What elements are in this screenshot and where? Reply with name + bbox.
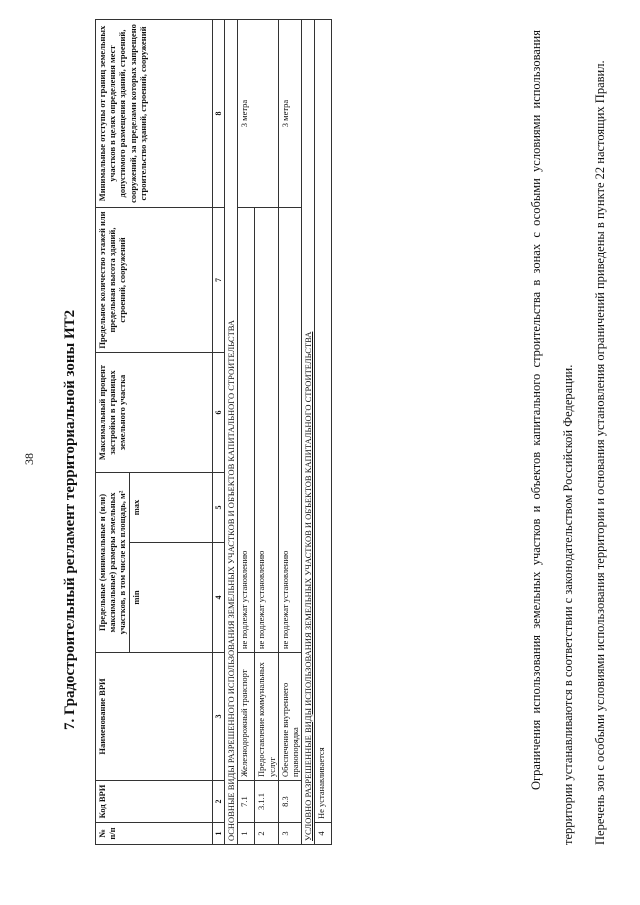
table-header-row <box>96 20 130 845</box>
row-setback: 3 метра <box>238 20 278 208</box>
col-number: 6 <box>212 353 225 473</box>
header-min: min <box>129 543 212 653</box>
section-row-main <box>225 20 238 845</box>
section-row-conditional <box>302 20 315 845</box>
header-percent: Максимальный процент застройки в границах земельного участка <box>96 353 213 473</box>
row-text: Не устанавливается <box>315 20 332 823</box>
header-max: max <box>129 473 212 543</box>
header-size-group: Предельные (минимальные и (или) максимальные) размеры земельных участков, в том числе их площадь, м² <box>96 473 130 653</box>
row-code: 7.1 <box>238 781 255 823</box>
row-name: Обеспечение внутреннего правопорядка <box>278 653 301 781</box>
header-floors: Предельное количество этажей или предельная высота зданий, строений, сооружений <box>96 208 213 353</box>
row-num: 1 <box>238 823 255 845</box>
col-number: 2 <box>212 781 225 823</box>
row-name: Железнодорожный транспорт <box>238 653 255 781</box>
header-num: № п/п <box>96 823 213 845</box>
header-name: Наименование ВРИ <box>96 653 213 781</box>
page-number: 38 <box>22 453 36 465</box>
col-number: 1 <box>212 823 225 845</box>
section-conditional-label: УСЛОВНО РАЗРЕШЕННЫЕ ВИДЫ ИСПОЛЬЗОВАНИЯ ЗЕМЕЛЬНЫХ УЧАСТКОВ И ОБЪЕКТОВ КАПИТАЛЬНОГО СТРОИТЕЛЬСТВА <box>302 20 315 845</box>
regulation-table <box>95 19 332 845</box>
row-size: не подлежат установлению <box>238 208 255 653</box>
header-setback: Минимальные отступы от границ земельных участков в целях определения мест допустимого размещения зданий, строений, сооружений, за пределами которых запрещено строительство зданий, строений, сооружений <box>96 20 213 208</box>
row-size: не подлежат установлению <box>278 208 301 653</box>
row-code: 3.1.1 <box>255 781 278 823</box>
col-number: 4 <box>212 543 225 653</box>
section-main-label: ОСНОВНЫЕ ВИДЫ РАЗРЕШЕННОГО ИСПОЛЬЗОВАНИЯ ЗЕМЕЛЬНЫХ УЧАСТКОВ И ОБЪЕКТОВ КАПИТАЛЬНОГО СТРОИТЕЛЬСТВА <box>225 20 238 845</box>
row-code: 8.3 <box>278 781 301 823</box>
table-row <box>238 20 255 845</box>
col-number: 7 <box>212 208 225 353</box>
row-num: 2 <box>255 823 278 845</box>
paragraph-restrictions: Ограничения использования земельных участков и объектов капитального строительства в зонах с особыми условиями использования территории устанавливаются в соответствии с законодательством Российской Федерации. <box>529 30 575 845</box>
row-num: 4 <box>315 823 332 845</box>
row-num: 3 <box>278 823 301 845</box>
paragraph-zone-list: Перечень зон с особыми условиями использования территории и основания установления ограничений приведены в пункте 22 настоящих Правил. <box>593 60 607 845</box>
col-number: 5 <box>212 473 225 543</box>
col-number: 3 <box>212 653 225 781</box>
row-size: не подлежат установлению <box>255 208 278 653</box>
row-setback: 3 метра <box>278 20 301 208</box>
page-title: 7. Градостроительный регламент территориальной зоны ИТ2 <box>62 309 78 730</box>
header-code: Код ВРИ <box>96 781 213 823</box>
col-number: 8 <box>212 20 225 208</box>
row-name: Предоставление коммунальных услуг <box>255 653 278 781</box>
table-row <box>315 20 332 845</box>
column-number-row <box>212 20 225 845</box>
table-row <box>278 20 301 845</box>
